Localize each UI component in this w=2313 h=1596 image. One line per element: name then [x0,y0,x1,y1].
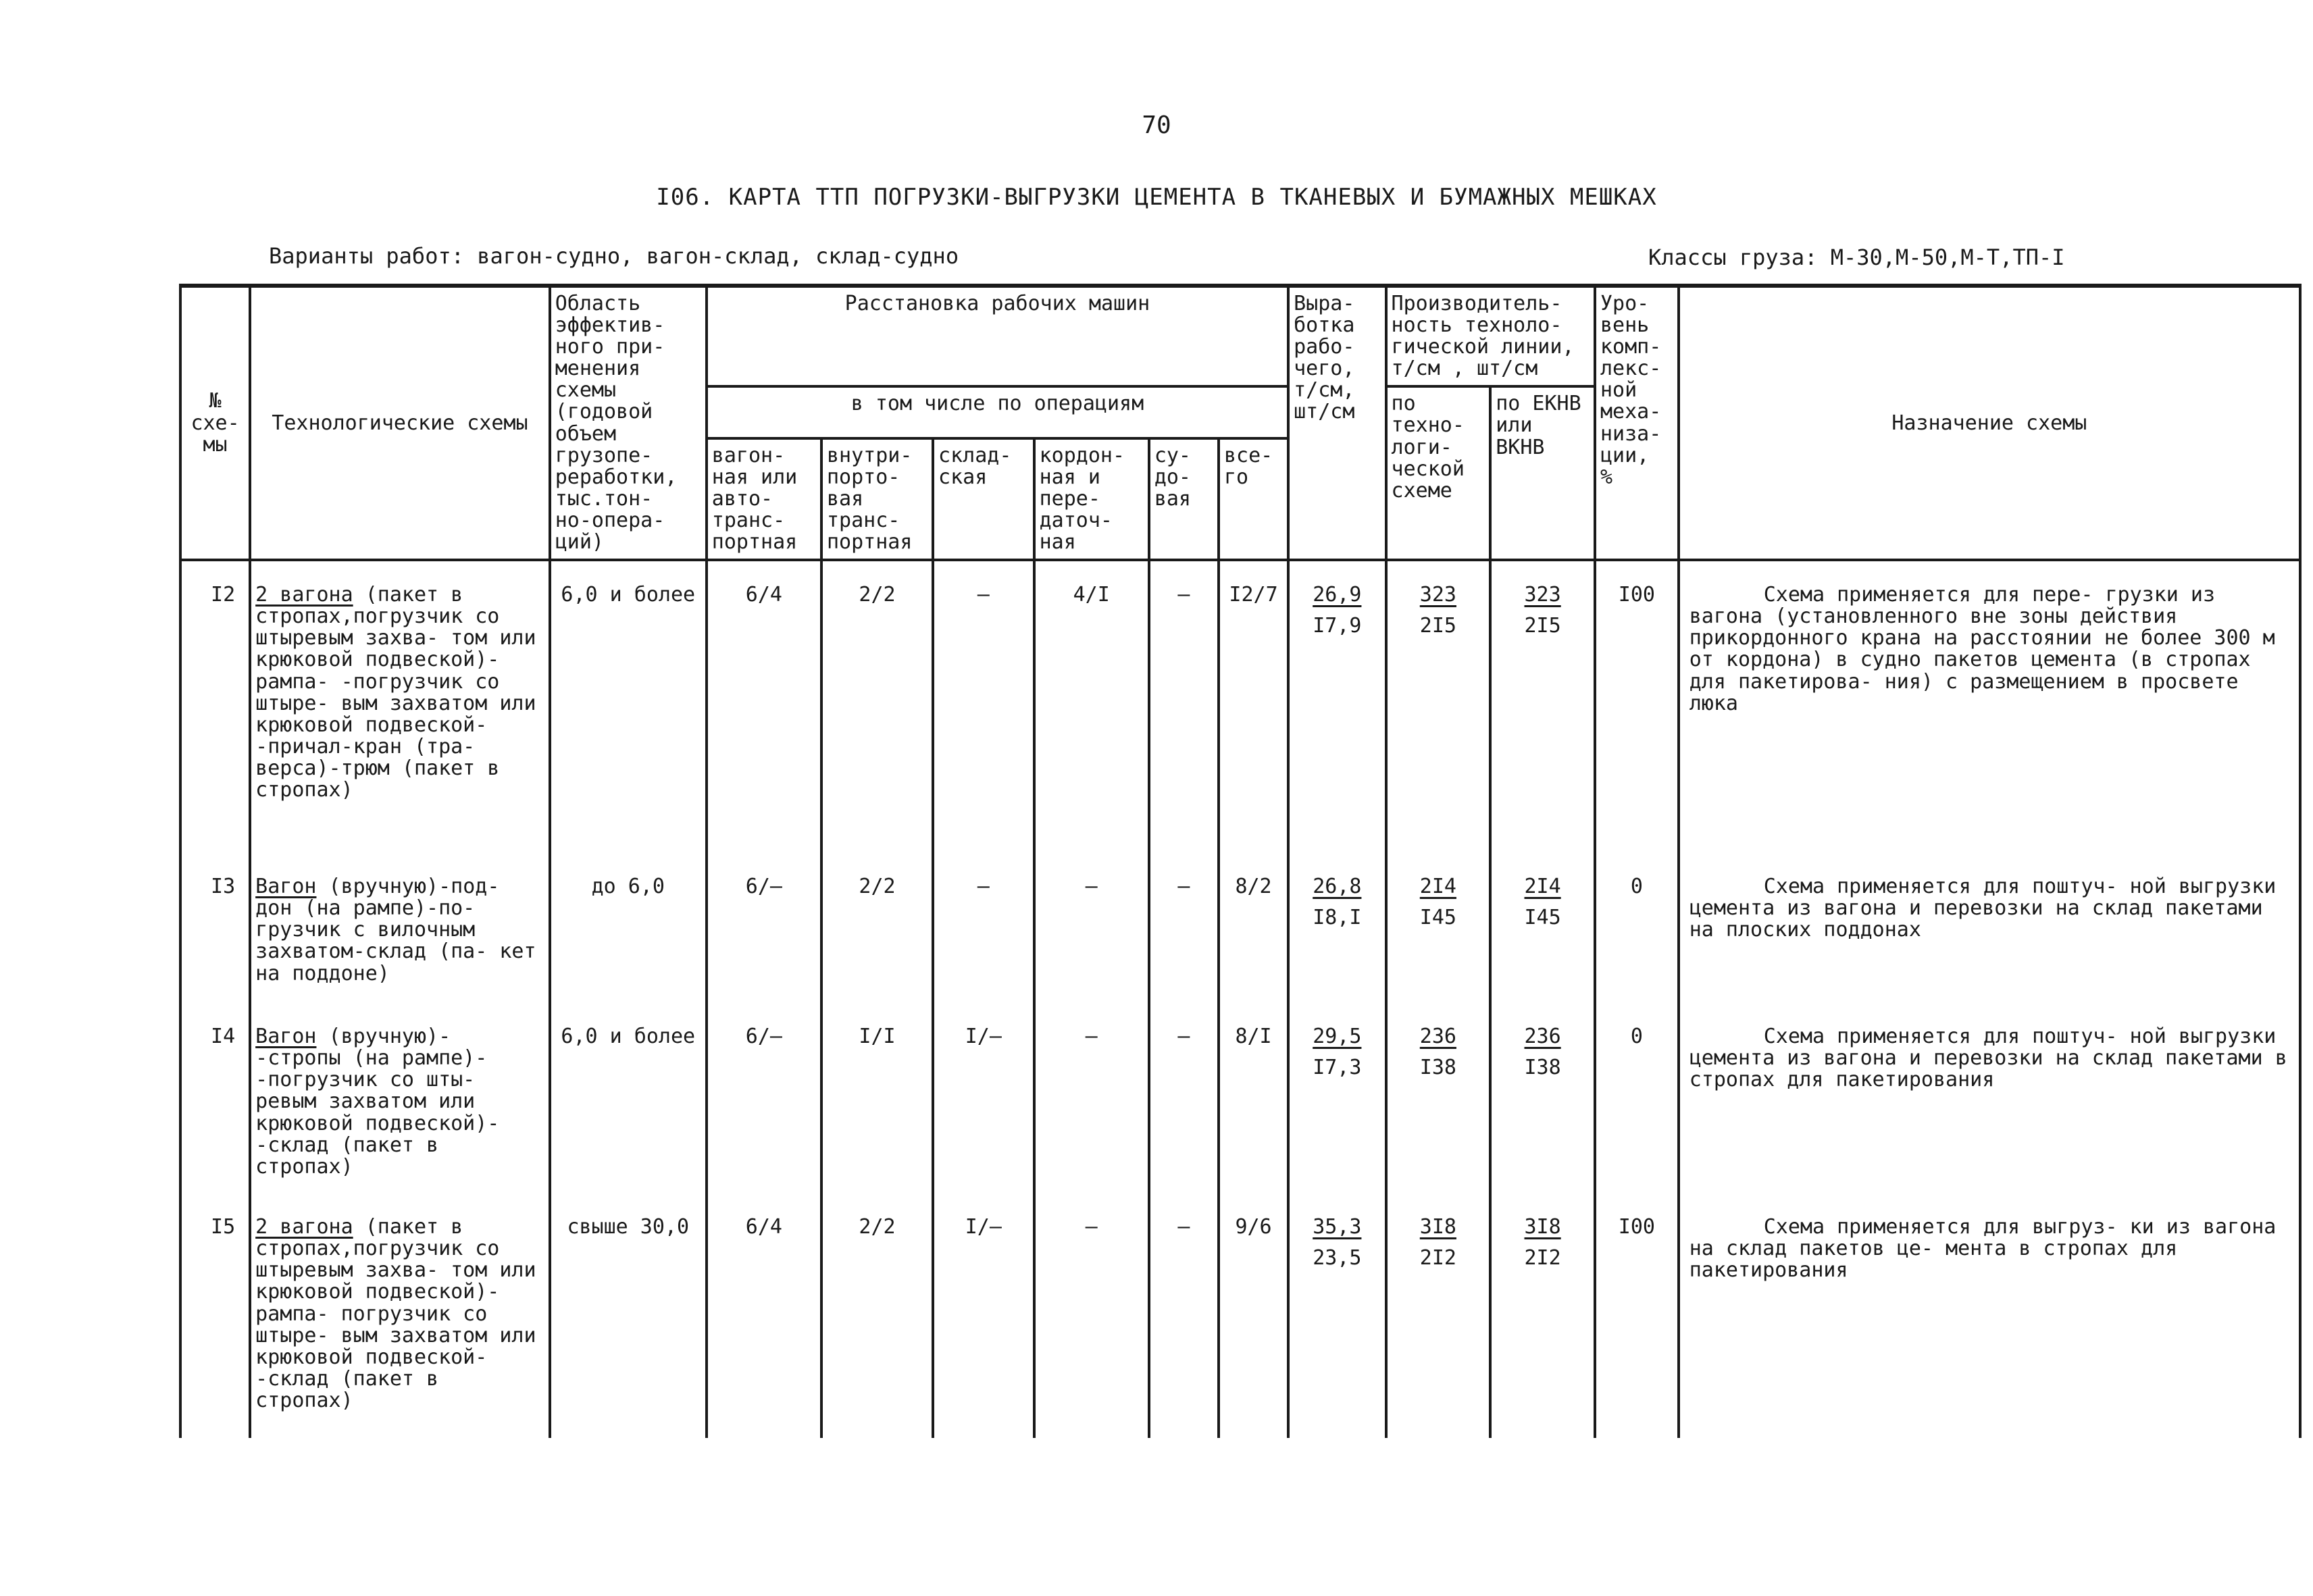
mechanization-cell: 0 [1595,1003,1679,1193]
output-pieces: 23,5 [1313,1246,1362,1270]
output-pieces: I8,I [1313,906,1362,930]
worker-output-cell [1288,853,1386,1003]
document-title: I06. КАРТА ТТП ПОГРУЗКИ-ВЫГРУЗКИ ЦЕМЕНТА В ТКАНЕВЫХ И БУМАЖНЫХ МЕШКАХ [656,184,1657,211]
header-by-tech-scheme: по техно- логи- ческой схеме [1386,386,1491,560]
output-tons: 26,8 [1313,875,1362,899]
tech-scheme-lead: 2 вагона [255,583,353,607]
prod-ekhnv-tons: 3I8 [1524,1215,1561,1239]
prod-ekhnv-tons: 2I4 [1524,875,1561,899]
worker-output-cell [1288,560,1386,853]
total-ops-cell: 9/6 [1219,1193,1288,1438]
intraport-ops-cell: 2/2 [821,853,933,1003]
output-tons: 29,5 [1313,1025,1362,1049]
tech-scheme-lead: 2 вагона [255,1215,353,1239]
scheme-number: I5 [180,1193,250,1438]
table-body [180,560,2300,1438]
tech-scheme-text: (пакет в стропах,погрузчик со штыревым захва- том или крюковой подвеской)- рампа- погрузчик со штыре- вым захватом или крюковой подвеской- -склад (пакет в стропах) [255,1215,536,1412]
output-pieces: I7,9 [1313,614,1362,638]
prod-scheme-tons: 3I8 [1419,1215,1456,1239]
prod-scheme-pieces: 2I2 [1419,1246,1456,1270]
tech-scheme [250,1003,550,1193]
tech-scheme-text: (пакет в стропах,погрузчик со штыревым захва- том или крюковой подвеской)-рампа- -погрузчик со штыре- вым захватом или крюковой подвеской- -причал-кран (тра- верса)-трюм (пакет в стропах) [255,583,536,802]
cordon-ops-cell: – [1034,1193,1149,1438]
application-area: 6,0 и более [550,560,707,853]
prod-ekhnv-cell [1490,560,1595,853]
tech-scheme [250,560,550,853]
header-by-ekhnv: по ЕКНВ или ВКНВ [1490,386,1595,560]
prod-ekhnv-cell [1490,1193,1595,1438]
total-ops-cell: 8/2 [1219,853,1288,1003]
prod-scheme-pieces: I45 [1419,906,1456,930]
worker-output-cell [1288,1193,1386,1438]
cordon-ops-cell: – [1034,853,1149,1003]
prod-ekhnv-pieces: I45 [1524,906,1561,930]
output-tons: 35,3 [1313,1215,1362,1239]
tech-scheme [250,853,550,1003]
header-worker-placement: Расстановка рабочих машин [707,286,1288,386]
ship-ops-cell: – [1149,1003,1219,1193]
warehouse-ops-cell: – [933,853,1034,1003]
intraport-ops-cell: 2/2 [821,560,933,853]
mechanization-cell: 0 [1595,853,1679,1003]
scheme-number: I2 [180,560,250,853]
mechanization-cell: I00 [1595,560,1679,853]
warehouse-ops-cell: I/– [933,1193,1034,1438]
work-variants: Варианты работ: вагон-судно, вагон-склад, склад-судно [269,243,959,269]
table-row [180,1193,2300,1438]
ship-ops-cell: – [1149,560,1219,853]
header-total-ops: все- го [1219,438,1288,560]
header-mechanization-level: Уро- вень комп- лекс- ной меха- низа- ции, % [1595,286,1679,560]
header-wagon-ops: вагон- ная или авто- транс- портная [707,438,821,560]
scheme-number: I3 [180,853,250,1003]
prod-scheme-tons: 236 [1419,1025,1456,1049]
warehouse-ops-cell: – [933,560,1034,853]
wagon-ops-cell: 6/– [707,853,821,1003]
header-cordon-ops: кордон- ная и пере- даточ- ная [1034,438,1149,560]
tech-scheme-lead: Вагон [255,875,317,899]
table-row [180,1003,2300,1193]
prod-scheme-pieces: 2I5 [1419,614,1456,638]
purpose-text: Схема применяется для поштуч- ной выгрузки цемента из вагона и перевозки на склад пакетами на плоских поддонах [1689,875,2277,942]
cordon-ops-cell: – [1034,1003,1149,1193]
application-area: до 6,0 [550,853,707,1003]
purpose-cell [1679,1193,2300,1438]
prod-scheme-cell [1386,1003,1491,1193]
wagon-ops-cell: 6/– [707,1003,821,1193]
table-row [180,560,2300,853]
header-scheme-number: № схе- мы [180,286,250,560]
prod-ekhnv-pieces: 2I5 [1524,614,1561,638]
page-number: 70 [1142,111,1171,139]
intraport-ops-cell: 2/2 [821,1193,933,1438]
header-intraport-ops: внутри- порто- вая транс- портная [821,438,933,560]
prod-ekhnv-pieces: I38 [1524,1056,1561,1080]
wagon-ops-cell: 6/4 [707,1193,821,1438]
tech-scheme-text: (вручную)-под- дон (на рампе)-по- грузчик с вилочным захватом-склад (па- кет на поддоне) [255,875,536,985]
header-application-area: Область эффектив- ного при- менения схемы (годовой объем грузопе- реработки, тыс.тон- но-опера- ций) [550,286,707,560]
intraport-ops-cell: I/I [821,1003,933,1193]
prod-scheme-cell [1386,560,1491,853]
prod-ekhnv-cell [1490,1003,1595,1193]
warehouse-ops-cell: I/– [933,1003,1034,1193]
header-worker-output: Выра- ботка рабо- чего, т/см, шт/см [1288,286,1386,560]
scheme-number: I4 [180,1003,250,1193]
purpose-cell [1679,853,2300,1003]
output-pieces: I7,3 [1313,1056,1362,1080]
cordon-ops-cell: 4/I [1034,560,1149,853]
prod-ekhnv-pieces: 2I2 [1524,1246,1561,1270]
ship-ops-cell: – [1149,853,1219,1003]
prod-scheme-cell [1386,853,1491,1003]
prod-ekhnv-tons: 236 [1524,1025,1561,1049]
prod-ekhnv-cell [1490,853,1595,1003]
total-ops-cell: I2/7 [1219,560,1288,853]
header-warehouse-ops: склад- ская [933,438,1034,560]
output-tons: 26,9 [1313,583,1362,607]
header-including-operations: в том числе по операциям [707,386,1288,438]
prod-scheme-cell [1386,1193,1491,1438]
application-area: свыше 30,0 [550,1193,707,1438]
purpose-cell [1679,560,2300,853]
purpose-cell [1679,1003,2300,1193]
header-tech-schemes: Технологические схемы [250,286,550,560]
purpose-text: Схема применяется для поштуч- ной выгрузки цемента из вагона и перевозки на склад пакетами в стропах для пакетирования [1689,1025,2287,1092]
prod-scheme-pieces: I38 [1419,1056,1456,1080]
header-line-productivity: Производитель- ность техноло- гической линии, т/см , шт/см [1386,286,1595,386]
ship-ops-cell: – [1149,1193,1219,1438]
total-ops-cell: 8/I [1219,1003,1288,1193]
header-purpose: Назначение схемы [1679,286,2300,560]
purpose-text: Схема применяется для выгруз- ки из вагона на склад пакетов це- мента в стропах для пакетирования [1689,1215,2277,1283]
prod-ekhnv-tons: 323 [1524,583,1561,607]
purpose-text: Схема применяется для пере- грузки из вагона (установленного вне зоны действия прикордонного крана на расстоянии не более 300 м от кордона) в судно пакетов цемента (в стропах для пакетирова- ния) с размещением в просвете люка [1689,583,2275,715]
table-row [180,853,2300,1003]
tech-scheme [250,1193,550,1438]
mechanization-cell: I00 [1595,1193,1679,1438]
application-area: 6,0 и более [550,1003,707,1193]
prod-scheme-tons: 2I4 [1419,875,1456,899]
header-ship-ops: су- до- вая [1149,438,1219,560]
wagon-ops-cell: 6/4 [707,560,821,853]
tech-scheme-text: (вручную)- -стропы (на рампе)- -погрузчик со шты- ревым захватом или крюковой подвеской)- -склад (пакет в стропах) [255,1025,500,1179]
prod-scheme-tons: 323 [1419,583,1456,607]
worker-output-cell [1288,1003,1386,1193]
cargo-classes: Классы груза: М-30,М-50,М-Т,ТП-I [1648,244,2065,270]
ttp-table [179,284,2302,1438]
tech-scheme-lead: Вагон [255,1025,317,1049]
